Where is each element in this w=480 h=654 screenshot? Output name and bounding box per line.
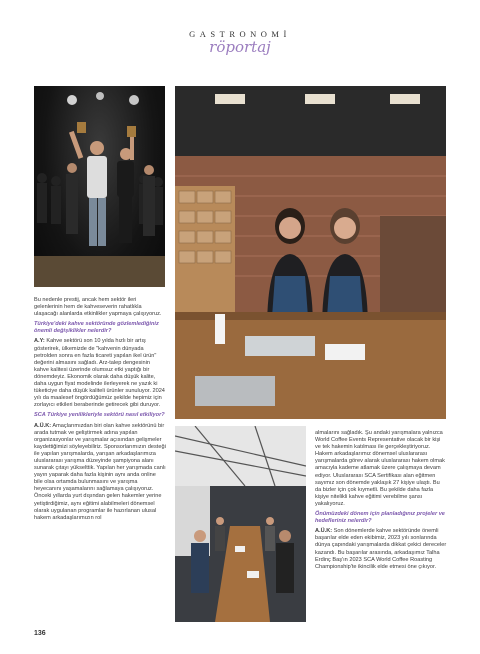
award-ceremony-illustration — [34, 86, 165, 287]
answer-2-text: Amaçlarımızdan biri olan kahve sektörünü bir arada tutmak ve geliştirmek adına yapılan organizasyonlar ve yarışmalar açısından gelişmeler kaydettiğimizi söyleyebiliriz. Sponsorlarımızın desteği ile yapılan yarışmalarda, yarışan arkadaşlarımıza uluslararası yarışma düzeyinde şampiyona alanı sunarak çıtayı yükselttik. Yapılan her yarışmada canlı yayın yaparak daha fazla kişinin aynı anda online bile olsa ortamda bulunmasını ve yarışma heyecanını yaşamalarını sağlamaya çalışıyoruz. Önceki yıllarda yurt dışından gelen hakemler yerine yetiştirdiğimiz, aynı eğitimi alabilmeleri dönemsel olarak uygulanan programlar ile hazırlanan ulusal hakem arkadaşlarımızın rol — [34, 422, 166, 521]
answer-3-speaker: A.Ü.K: — [315, 528, 333, 535]
intro-paragraph: Bu nedenle prestij, ancak hem sektör ileri gelenlerinin hem de kahveseverin rahatlıkla ulaşacağı alanlarda etkinlikler yapmaya çalışıyoruz. — [34, 297, 162, 318]
answer-2-speaker: A.Ü.K: — [34, 422, 52, 429]
baristas-photo — [175, 86, 446, 419]
answer-1-speaker: A.Y: — [34, 338, 45, 345]
baristas-illustration — [175, 86, 446, 419]
competition-hall-illustration — [175, 426, 306, 622]
answer-2 — [34, 423, 166, 522]
answer-1 — [34, 338, 166, 409]
continued-paragraph: almalarını sağladık. Şu andaki yarışmalara yalnızca World Coffee Events Representative olacak bir kişi ve tek hakemin katılması ile gerçekleştiriyoruz. Hakem arkadaşlarımız dönemsel uluslararası yarışmalarda görev alarak uluslararası hakem olmak amacıyla kademe atlamak üzere çalışmaya devam ediyor. Uluslararası SCA Sertifikası alan eğitmen sayımız son dönemde yaklaşık 27 kişiye ulaştı. Bu da bizler için çok kıymetli. Bu şekilde daha fazla kişiye nitelikli kahve eğitimi verebilme şansı yakalıyoruz. — [315, 430, 445, 507]
article-column-right — [315, 430, 447, 574]
answer-3-text: Son dönemlerde kahve sektöründe önemli başarılar elde eden ekibimiz, 2023 yılı sonlarında dünya çapındaki yarışmalarda dikkat çekici dereceler kazandı. Bu başarılar arasında, arkadaşımız Talha Erdinç Baş'ın 2023 SCA World Coffee Roasting Championship'te ikincilik elde etmesi öne çıkıyor. — [315, 528, 447, 570]
article-column-left — [34, 297, 166, 525]
question-3: Önümüzdeki dönem için planladığınız projeler ve hedefleriniz nelerdir? — [315, 511, 445, 525]
question-1: Türkiye'deki kahve sektöründe gözlemlediğiniz önemli değişiklikler nelerdir? — [34, 321, 159, 335]
answer-3 — [315, 528, 447, 571]
question-2: SCA Türkiye yenilikleriyle sektörü nasıl etkiliyor? — [34, 412, 165, 419]
section-subtitle: röportaj — [209, 38, 271, 56]
answer-1-text: Kahve sektörü son 10 yılda hızlı bir artış gösterirek, ülkemizde de "kahvenin dünyada petrolden sonra en fazla ticareti yapılan ikel ürün" değerini almasını sağladı. Arz-talep dengesinin kahve kalitesi üzerinde olumsuz etki yaptığı bir dönemdeyiz. Ekonomik olarak daha düşük kalite, daha uygun fiyat modelinde ilerleyerek ne yazık ki tüketiciye daha düşük kaliteli ürünler sunuluyor. 2024 yılı da maalesef öngördüğümüz şekilde hepimiz için zorlayıcı etkileri beraberinde getirecek gibi duruyor. — [34, 338, 165, 409]
page-number: 136 — [34, 630, 46, 637]
section-title: GASTRONOMİ — [189, 29, 291, 39]
award-ceremony-photo — [34, 86, 165, 287]
competition-hall-photo — [175, 426, 306, 622]
